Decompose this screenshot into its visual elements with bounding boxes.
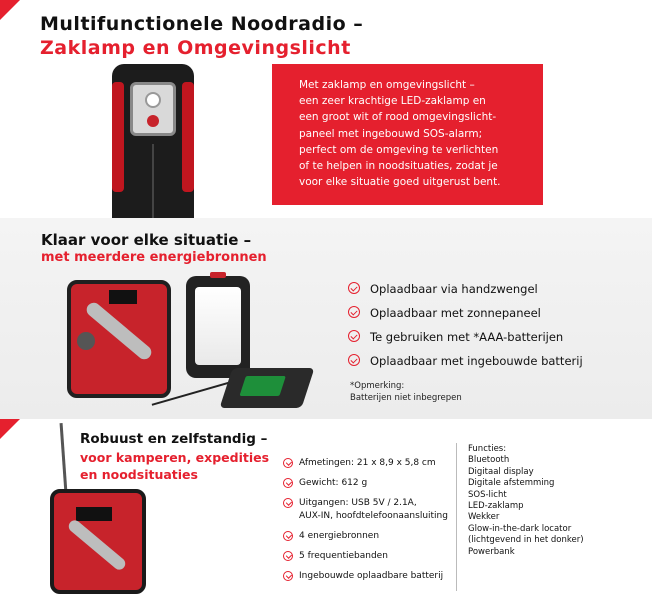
functions-heading: Functies: [468,444,507,454]
check-circle-icon [348,354,360,366]
list-item: Ingebouwde oplaadbare batterij [283,570,448,583]
radio-front-image [50,489,146,594]
list-item: SOS-licht [468,489,507,500]
list-item: Powerbank [468,546,515,557]
description-box [272,64,543,205]
list-item: Oplaadbaar met ingebouwde batterij [348,354,583,378]
list-item: Uitgangen: USB 5V / 2.1A, AUX-IN, hoofdtelefoonaansluiting [283,497,448,523]
section1-title: Multifunctionele Noodradio – [40,13,364,35]
section2-subtitle: met meerdere energiebronnen [41,250,267,265]
list-item: Wekker [468,512,500,523]
list-item: Bluetooth [468,455,510,466]
check-circle-icon [348,306,360,318]
check-circle-icon [348,330,360,342]
section-flashlight [0,0,652,218]
check-circle-icon [283,458,293,468]
antenna-image [60,423,68,493]
section-specs [0,419,652,594]
corner-accent [0,419,20,439]
corner-accent [0,0,20,20]
section3-title: Robuust en zelfstandig – [80,431,268,447]
list-item: Afmetingen: 21 x 8,9 x 5,8 cm [283,457,448,470]
list-item: Digitaal display [468,466,534,477]
check-circle-icon [348,282,360,294]
radio-crank-image [67,280,171,398]
spec-list [283,457,448,590]
section3-subtitle: voor kamperen, expedities en noodsituaties [80,450,270,482]
list-item: Te gebruiken met *AAA-batterijen [348,330,583,354]
description-text: Met zaklamp en omgevingslicht – een zeer krachtige LED-zaklamp en een groot wit of rood omgevingslicht- paneel met ingebouwd SOS-alarm; perfect om de omgeving te verlichten of te helpen in noodsituaties, zodat je voor elke situatie goed uitgerust bent. [299,79,501,189]
list-item: 4 energiebronnen [283,530,448,543]
radio-flashlight-image [112,64,194,218]
check-circle-icon [283,551,293,561]
list-item: Oplaadbaar met zonnepaneel [348,306,583,330]
section-energy [0,218,652,419]
list-item: LED-zaklamp [468,501,524,512]
feature-list [348,282,583,378]
divider [456,443,457,591]
battery-note: *Opmerking: Batterijen niet inbegrepen [350,381,462,403]
functions-list [468,444,584,558]
list-item: Digitale afstemming [468,478,555,489]
check-circle-icon [283,531,293,541]
check-circle-icon [283,571,293,581]
phone-image [220,368,315,408]
radio-lantern-image [186,276,250,378]
section2-title: Klaar voor elke situatie – [41,231,252,249]
section1-subtitle: Zaklamp en Omgevingslicht [40,37,351,59]
check-circle-icon [283,498,293,508]
list-item: Oplaadbaar via handzwengel [348,282,583,306]
list-item: 5 frequentiebanden [283,550,448,563]
list-item: Glow-in-the-dark locator [468,523,572,534]
list-item: Gewicht: 612 g [283,477,448,490]
list-item: (lichtgevend in het donker) [468,535,584,546]
check-circle-icon [283,478,293,488]
